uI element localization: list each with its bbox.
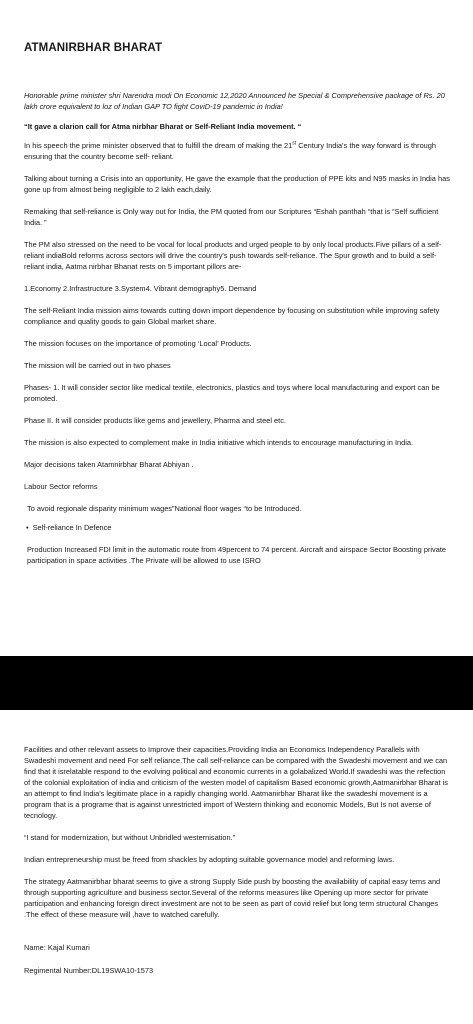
paragraph-ppe-kits: Talking about turning a Crisis into an opportunity, He gave the example that the production of PPE kits and N95 masks in India has gone up from almost being negligible to 2 lakh each,daily. <box>24 174 450 194</box>
paragraph-minimum-wages: To avoid regionale disparity minimum wages”National floor wages “to be Introduced. <box>27 504 302 513</box>
page-separator <box>0 656 473 710</box>
intro-paragraph: Honorable prime minister shri Narendra modi On Economic 12,2020 Announced he Special & Comprehensive package of Rs. 20 lakh crore equivalent to loz of Indian GAP TO fight CoviD-19 pandemic in India! <box>24 91 445 111</box>
regimental-number: Regimental Number:DL19SWA10-1573 <box>24 966 154 975</box>
paragraph-labour-reforms: Labour Sector reforms <box>24 482 98 491</box>
superscript-st: st <box>292 140 297 147</box>
document-title: ATMANIRBHAR BHARAT <box>24 42 163 54</box>
author-name: Name: Kajal Kumari <box>24 943 90 952</box>
paragraph-five-pillars: The PM also stressed on the need to be vocal for local products and urged people to by only local products.Five pillars of a self-reliant indiaBold reforms across sectors will drive the country's push towards self-reliance. The Spur growth and to build a self-reliant india, Aatma nirbhar Bhanat rests on 5 important pillors are- <box>24 240 442 271</box>
pillars-list: 1.Economy 2.Infrastructure 3.System4. Vibrant demography5. Demand <box>24 284 257 293</box>
paragraph-mission-aims: The self-Reliant India mission aims towards cutting down import dependence by focusing on substitution while improving safety compliance and quality goods to gain Global market share. <box>24 306 440 326</box>
paragraph-21st-century-end: Century India's the way forward is through ensuring that the country become self- reliant. <box>24 141 437 161</box>
paragraph-two-phases: The mission will be carried out in two phases <box>24 361 171 370</box>
paragraph-local-products: The mission focuses on the importance of promoting ‘Local’ Products. <box>24 339 252 348</box>
bullet-self-reliance-defence: • Self-reliance In Defence <box>26 522 451 533</box>
paragraph-scriptures: Remaking that self-reliance is Only way out for India, the PM quoted from our Scriptures “Eshah panthah “that is “Self sufficient India. ” <box>24 207 439 227</box>
paragraph-major-decisions: Major decisions taken Atamnirbhar Bharat Abhiyan . <box>24 460 194 469</box>
paragraph-make-in-india: The mission is also expected to complement make in India initiative which intends to encourage manufacturing in India. <box>24 438 414 447</box>
paragraph-21st-century <box>24 140 451 162</box>
paragraph-fdi-limit: Production Increased FDI limit in the automatic route from 49percent to 74 percent. Aircraft and airspace Sector Boosting private participation in space activities .The Private will be allowed to use ISRO <box>27 545 447 565</box>
paragraph-modernization-quote: “I stand for modernization, but without Unbridled westernisation.” <box>24 833 236 842</box>
paragraph-swadeshi: Facilities and other relevant assets to Improve their capacities.Providing India an Economics Independency Parallels with Swadeshi movement and need For self reliance.The call self-reliance can be compared with the Swadeshi movement and we can find that it isrelatable respond to the evolving political and economic currents in a golabalized World.If swadeshi was the refection of the colonial exploitation of india and criticism of the westen model of capitalism Based economic growth,Aatmanirbhar Bharat is an attempt to find India's legitimate place in a rapidly changing world. Aatmanirbhar Bharat like the swadeshi movement is a program that is a programe that is against unrestricted import of Western thinking and economic Models, But Is not averse of tecnology. <box>24 745 448 820</box>
paragraph-21st-century-start: In his speech the prime minister observed that to fulfill the dream of making the 21 <box>24 141 293 150</box>
paragraph-entrepreneurship: Indian entrepreneurship must be freed from shackles by adopting suitable governance model and reforming laws. <box>24 855 395 864</box>
paragraph-phase-1: Phases- 1. It will consider sector like medical textile, electronics, plastics and toys where local manufacturing and export can be promoted. <box>24 383 440 403</box>
paragraph-strategy: The strategy Aatmanirbhar bharat seems to give a strong Supply Side push by boosting the availability of capital easy tems and through supporting agriculture and business sector.Several of the reforms measures like Opening up more sector for private participation and enhancing foreign direct investment are not to be seen as part of covid relief but long term structural Changes .The effect of these measure will ,have to watched carefully. <box>24 877 441 919</box>
clarion-call-quote: “It gave a clarion call for Atma nirbhar Bharat or Self-Reliant India movement. “ <box>24 122 302 131</box>
paragraph-phase-2: Phase II. It will consider products like gems and jewellery, Pharma and steel etc. <box>24 416 286 425</box>
document-page-2 <box>0 710 473 1024</box>
